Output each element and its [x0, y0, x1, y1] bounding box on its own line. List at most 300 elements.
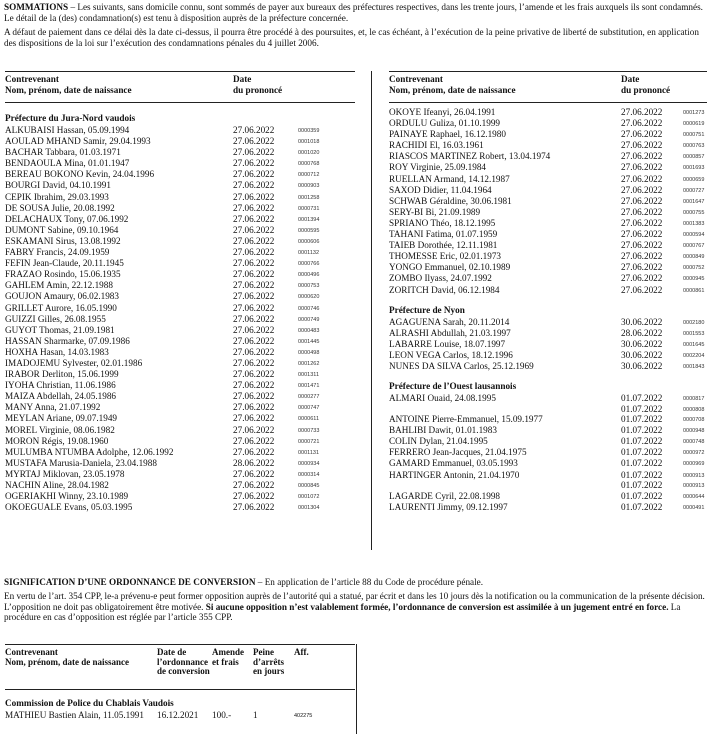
table-row	[5, 469, 355, 480]
row-name: THOMESSE Eric, 02.01.1973	[389, 251, 502, 262]
conv-aff: 402275	[294, 713, 313, 719]
sommations-title: SOMMATIONS	[4, 2, 69, 12]
table-rule	[5, 689, 355, 690]
row-date: 27.06.2022	[621, 151, 663, 162]
row-name: MEYLAN Ariane, 09.07.1949	[5, 413, 118, 424]
row-aff: 0000727	[683, 187, 705, 194]
row-date: 27.06.2022	[233, 136, 275, 147]
section-chablais: Commission de Police du Chablais Vaudois	[5, 698, 174, 708]
row-name: TAHANI Fatima, 01.07.1959	[389, 229, 498, 240]
row-name: MANY Anna, 21.07.1992	[5, 402, 101, 413]
column-divider	[371, 71, 372, 550]
row-name: DUMONT Sabine, 09.10.1964	[5, 224, 119, 235]
row-date: 27.06.2022	[233, 502, 275, 513]
table-row	[5, 425, 355, 436]
conversion-bold-text: Si aucune opposition n’est valablement formée, l’ordonnance de conversion est assimilée à un jugement entré en force.	[205, 601, 669, 612]
row-name: SERY-BI Bi, 21.09.1989	[389, 206, 481, 217]
table-row	[5, 436, 355, 447]
table-row	[5, 314, 355, 325]
row-aff: 0001072	[298, 494, 320, 501]
row-aff: 0000746	[298, 305, 320, 312]
row-name: MORON Régis, 19.08.1960	[5, 435, 109, 446]
row-aff: 0000659	[683, 176, 705, 183]
row-aff: 0000768	[298, 161, 320, 168]
row-aff: 0000766	[298, 261, 320, 268]
row-aff: 0001445	[298, 338, 320, 345]
row-date: 27.06.2022	[621, 184, 663, 195]
row-name: GAHLEM Amin, 22.12.1988	[5, 280, 113, 291]
table-row	[5, 169, 355, 180]
row-name: ZORITCH David, 06.12.1984	[389, 284, 500, 295]
row-date: 27.06.2022	[621, 173, 663, 184]
row-name: HARTINGER Antonin, 21.04.1970	[389, 469, 520, 480]
row-date: 27.06.2022	[621, 118, 663, 129]
left-column	[5, 71, 355, 513]
row-aff: 0000913	[683, 483, 705, 490]
row-date: 01.07.2022	[621, 414, 663, 425]
right-rows	[389, 107, 707, 296]
row-aff: 0000712	[298, 172, 320, 179]
row-name: DE SOUSA Julie, 20.08.1992	[5, 202, 115, 213]
row-name: SCHWAB Géraldine, 30.06.1981	[389, 195, 512, 206]
section-nyon: Préfecture de Nyon	[389, 304, 465, 315]
table-row	[5, 502, 355, 513]
table-row	[5, 236, 355, 247]
row-name: FERRERO Jean-Jacques, 21.04.1975	[389, 447, 527, 458]
row-aff: 0000861	[683, 287, 705, 294]
table-row	[389, 207, 707, 218]
row-date: 27.06.2022	[233, 435, 275, 446]
row-name: OGERIAKHI Winny, 23.10.1989	[5, 491, 129, 502]
row-name: FRAZAO Rosindo, 15.06.1935	[5, 269, 121, 280]
table-row	[5, 192, 355, 203]
row-date: 27.06.2022	[233, 480, 275, 490]
row-date: 01.07.2022	[621, 393, 663, 404]
table-row	[5, 480, 355, 491]
row-aff: 0000817	[683, 396, 705, 403]
row-date: 27.06.2022	[621, 129, 663, 140]
left-rows	[5, 125, 355, 513]
row-aff: 0000752	[683, 265, 705, 272]
row-date: 01.07.2022	[621, 501, 663, 512]
row-aff: 0000808	[683, 406, 705, 413]
row-aff: 0000972	[683, 450, 705, 457]
table-row	[389, 393, 707, 414]
row-aff: 0000491	[683, 504, 705, 511]
row-aff: 0001273	[683, 110, 705, 116]
row-aff: 0002204	[683, 352, 705, 359]
row-aff: 0001645	[683, 341, 705, 348]
row-date: 27.06.2022	[621, 229, 663, 240]
row-aff: 0000483	[298, 327, 320, 334]
table-row	[389, 118, 707, 129]
table-row	[5, 269, 355, 280]
row-date: 27.06.2022	[233, 213, 275, 224]
header-aff: Aff.	[294, 647, 309, 657]
row-aff: 0001553	[683, 330, 705, 337]
row-aff: 0000595	[298, 227, 320, 234]
row-aff: 0000619	[683, 121, 705, 128]
row-name: SPRIANO Théo, 18.12.1995	[389, 217, 496, 228]
row-date: 30.06.2022	[621, 316, 663, 327]
row-name: LEON VEGA Carlos, 18.12.1996	[389, 349, 513, 360]
row-name: COLIN Dylan, 21.04.1995	[389, 436, 488, 447]
table-row	[5, 158, 355, 169]
table-row	[5, 402, 355, 413]
row-aff: 0001262	[298, 360, 320, 367]
row-aff: 0000708	[683, 417, 705, 424]
row-name: NACHIN Aline, 28.04.1982	[5, 480, 109, 490]
table-row	[5, 247, 355, 258]
sommations-text: – Les suivants, sans domicile connu, sont sommés de payer aux bureaux des préfectures respectives, dans les trente jours, l’amende et les frais auxquels ils sont condamnés. Le détail de la (des) condamnation(s) est tenu à disposition auprès de la préfecture concernée.	[4, 2, 703, 23]
row-aff: 0001693	[683, 165, 705, 172]
row-name: MYRTAJ Miklovan, 23.05.1978	[5, 468, 125, 479]
row-date: 27.06.2022	[233, 491, 275, 502]
row-date: 27.06.2022	[621, 195, 663, 206]
table-row	[389, 129, 707, 140]
row-aff: 0001843	[683, 363, 705, 370]
header-contrevenant: Contrevenant Nom, prénom, date de naissance	[5, 74, 132, 95]
row-date: 27.06.2022	[233, 269, 275, 280]
table-row	[389, 425, 707, 436]
sommations-paragraph	[4, 2, 708, 23]
row-name: IMADOJEMU Sylvester, 02.01.1986	[5, 357, 143, 368]
row-aff: 0000644	[683, 493, 705, 500]
table-row	[5, 380, 355, 391]
right-column	[389, 71, 707, 513]
row-date: 27.06.2022	[233, 391, 275, 402]
row-name: IRABOR Derliton, 15.06.1999	[5, 369, 119, 380]
row-aff: 0001394	[298, 216, 320, 223]
row-date: 27.06.2022	[233, 302, 275, 313]
row-aff: 0000845	[298, 483, 320, 489]
row-date: 27.06.2022	[233, 335, 275, 346]
table-row	[389, 140, 707, 151]
row-aff: 0000606	[298, 238, 320, 245]
row-name: GUYOT Thomas, 21.09.1981	[5, 324, 115, 335]
table-row	[5, 280, 355, 291]
row-date: 01.07.2022	[621, 458, 663, 469]
table-row	[389, 196, 707, 207]
row-date: 28.06.2022	[233, 457, 275, 468]
row-name: FEFIN Jean-Claude, 20.11.1945	[5, 258, 124, 269]
row-aff: 0000314	[298, 471, 320, 478]
row-aff: 0000755	[683, 209, 705, 216]
row-date: 27.06.2022	[233, 125, 275, 135]
row-name: RUELLAN Armand, 14.12.1987	[389, 173, 510, 184]
row-aff: 0000733	[298, 427, 320, 434]
conv-peine: 1	[253, 710, 258, 720]
row-aff: 0000913	[683, 472, 705, 479]
header-contrevenant: Contrevenant Nom, prénom, date de naissance	[5, 647, 129, 667]
table-row	[389, 414, 707, 425]
row-aff: 0000763	[683, 143, 705, 150]
row-name: IYOHA Christian, 11.06.1986	[5, 380, 116, 391]
table-row	[5, 458, 355, 469]
table-row	[5, 303, 355, 314]
table-row	[389, 361, 707, 372]
table-row	[389, 447, 707, 458]
row-aff: 0000945	[683, 276, 705, 283]
row-name: GUIZZI Gilles, 26.08.1955	[5, 313, 106, 324]
row-name: AOULAD MHAND Samir, 29.04.1993	[5, 136, 151, 147]
table-row	[5, 225, 355, 236]
row-date: 27.06.2022	[233, 247, 275, 258]
row-name: ALKUBAISI Hassan, 05.09.1994	[5, 125, 130, 135]
table-row	[5, 180, 355, 191]
row-aff: 0000277	[298, 394, 320, 401]
row-date: 28.06.2022	[621, 327, 663, 338]
table-row	[5, 336, 355, 347]
row-date: 01.07.2022	[621, 490, 663, 501]
row-aff: 0001131	[298, 449, 320, 456]
header-peine: Peine d’arrêts en jours	[253, 647, 285, 677]
row-name: OKOYE Ifeanyi, 26.04.1991	[389, 107, 496, 117]
row-name: ZOMBO Ilyass, 24.07.1992	[389, 273, 492, 284]
table-row	[389, 229, 707, 240]
row-aff: 0002180	[683, 319, 705, 326]
table-row	[5, 125, 355, 136]
table-row	[389, 470, 707, 491]
header-date: Date du prononcé	[233, 74, 283, 95]
table-row	[5, 491, 355, 502]
row-date: 01.07.2022	[621, 436, 663, 447]
row-aff: 0001132	[298, 250, 320, 257]
row-name: BOURGI David, 04.10.1991	[5, 180, 111, 191]
row-date: 27.06.2022	[233, 324, 275, 335]
row-name: BACHAR Tabbara, 01.03.1971	[5, 147, 121, 158]
row-aff: 0000594	[683, 232, 705, 239]
row-date: 01.07.2022	[621, 469, 663, 480]
table-row	[389, 251, 707, 262]
section-ouest-lausannois: Préfecture de l’Ouest lausannois	[389, 381, 517, 392]
row-aff: 0000747	[298, 405, 320, 412]
row-aff: 0001258	[298, 194, 320, 201]
row-name: RACHIDI El, 16.03.1961	[389, 140, 484, 151]
row-aff: 0000767	[683, 243, 705, 250]
table-row	[5, 203, 355, 214]
row-name: BENDAOULA Mina, 01.01.1947	[5, 158, 130, 169]
row-name: TAIEB Dorothée, 12.11.1981	[389, 240, 498, 251]
row-date: 27.06.2022	[233, 446, 275, 457]
row-aff: 0001311	[298, 372, 320, 379]
default-paragraph: A défaut de paiement dans ce délai dès la date ci-dessus, il pourra être procédé à des poursuites, et, le cas échéant, à l’exécution de la peine privative de liberté de substitution, en application des dispositions de la loi sur l’exécution des condamnations pénales du 4 juillet 2006.	[4, 27, 699, 48]
row-date: 01.07.2022	[621, 425, 663, 436]
row-date: 01.07.2022	[621, 447, 663, 458]
header-amende: Amende et frais	[212, 647, 244, 667]
row-date: 30.06.2022	[621, 338, 663, 349]
row-date: 27.06.2022	[233, 380, 275, 391]
table-row	[389, 491, 707, 502]
row-date: 27.06.2022	[621, 107, 663, 117]
table-row	[5, 291, 355, 302]
row-name: SAXOD Didier, 11.04.1964	[389, 184, 492, 195]
row-date: 27.06.2022	[621, 140, 663, 151]
row-aff: 0000748	[683, 439, 705, 446]
table-row	[5, 136, 355, 147]
row-date: 27.06.2022	[621, 273, 663, 284]
row-name: LAURENTI Jimmy, 09.12.1997	[389, 501, 508, 512]
row-date: 27.06.2022	[233, 291, 275, 302]
row-name: RIASCOS MARTINEZ Robert, 13.04.1974	[389, 151, 551, 162]
table-row	[389, 458, 707, 469]
row-date: 27.06.2022	[621, 206, 663, 217]
row-aff: 0001647	[683, 198, 705, 205]
row-date: 27.06.2022	[233, 413, 275, 424]
row-date: 27.06.2022	[233, 357, 275, 368]
conversion-table	[5, 644, 355, 734]
left-table-header	[5, 72, 355, 102]
row-aff: 0000849	[683, 254, 705, 261]
row-name: GAMARD Emmanuel, 03.05.1993	[389, 458, 518, 469]
row-name: AGAGUENA Sarah, 20.11.2014	[389, 316, 510, 327]
row-date: 27.06.2022	[233, 202, 275, 213]
row-date: 27.06.2022	[233, 169, 275, 180]
table-row	[389, 185, 707, 196]
table-row	[5, 214, 355, 225]
table-row	[389, 502, 707, 513]
header-contrevenant: Contrevenant Nom, prénom, date de naissance	[389, 74, 516, 95]
row-name: OKOEGUALE Evans, 05.03.1995	[5, 502, 133, 513]
row-name: MULUMBA NTUMBA Adolphe, 12.06.1992	[5, 446, 174, 457]
row-name: MAIZA Abdellah, 24.05.1986	[5, 391, 117, 402]
table-rule	[5, 102, 355, 103]
row-name: PAINAYE Raphael, 16.12.1980	[389, 129, 506, 140]
row-aff: 0001020	[298, 150, 320, 157]
conv-date: 16.12.2021	[157, 710, 199, 720]
row-aff: 0000731	[298, 205, 320, 212]
row-name: GOUJON Amaury, 06.02.1983	[5, 291, 119, 302]
row-aff: 0000934	[298, 460, 320, 467]
row-aff: 0000620	[298, 294, 320, 301]
row-date: 27.06.2022	[233, 280, 275, 291]
ouest-rows	[389, 393, 707, 513]
row-date: 27.06.2022	[233, 468, 275, 479]
table-row	[389, 151, 707, 162]
table-row	[5, 325, 355, 336]
table-row	[5, 358, 355, 369]
row-date: 27.06.2022	[233, 313, 275, 324]
row-aff: 0000751	[683, 132, 705, 139]
row-date: 01.07.2022	[621, 403, 663, 414]
row-date: 27.06.2022	[233, 180, 275, 191]
column-divider	[356, 644, 357, 734]
row-aff: 0000948	[683, 428, 705, 435]
table-row	[389, 240, 707, 251]
row-aff: 0000611	[298, 416, 320, 423]
section-jura-nord: Préfecture du Jura-Nord vaudois	[5, 113, 136, 123]
row-aff: 0000857	[683, 154, 705, 161]
row-date: 27.06.2022	[233, 224, 275, 235]
conv-amende: 100.-	[212, 710, 232, 720]
table-row	[5, 391, 355, 402]
row-name: HASSAN Sharmarke, 07.09.1986	[5, 335, 130, 346]
row-date: 27.06.2022	[621, 240, 663, 251]
table-row	[389, 339, 707, 350]
header-date: Date du prononcé	[621, 74, 671, 95]
table-row	[389, 262, 707, 273]
table-row	[389, 317, 707, 328]
row-date: 27.06.2022	[621, 162, 663, 173]
row-date: 27.06.2022	[621, 217, 663, 228]
row-name: MOREL Virginie, 08.06.1982	[5, 424, 115, 435]
row-date: 27.06.2022	[233, 346, 275, 357]
row-aff: 0000749	[298, 316, 320, 323]
row-name: DELACHAUX Tony, 07.06.1992	[5, 213, 129, 224]
table-row	[389, 162, 707, 173]
row-name: BAHLIBI Dawit, 01.01.1983	[389, 425, 497, 436]
row-aff: 0000903	[298, 183, 320, 190]
row-name: ALMARI Ouaid, 24.08.1995	[389, 393, 496, 404]
row-name: ALRASHI Abdullah, 21.03.1997	[389, 327, 511, 338]
row-name: ROY Virginie, 25.09.1984	[389, 162, 487, 173]
row-name: CEPIK Ibrahim, 29.03.1993	[5, 191, 109, 202]
table-row	[5, 347, 355, 358]
row-aff: 0000721	[298, 438, 320, 445]
right-table-header	[389, 72, 707, 102]
table-row	[389, 350, 707, 361]
row-date: 27.06.2022	[233, 258, 275, 269]
row-aff: 0000498	[298, 349, 320, 356]
row-date: 27.06.2022	[233, 369, 275, 380]
row-name: HOXHA Hasan, 14.03.1983	[5, 346, 109, 357]
row-aff: 0001383	[683, 220, 705, 227]
table-row	[5, 447, 355, 458]
table-row	[389, 436, 707, 447]
row-aff: 0000359	[298, 128, 320, 134]
nyon-rows	[389, 317, 707, 372]
row-name: LABARRE Louise, 18.07.1997	[389, 338, 506, 349]
row-date: 27.06.2022	[621, 251, 663, 262]
row-name: LAGARDE Cyril, 22.08.1998	[389, 490, 501, 501]
table-row	[389, 174, 707, 185]
row-aff: 0000496	[298, 272, 320, 279]
row-date: 01.07.2022	[621, 480, 663, 491]
row-date: 30.06.2022	[621, 349, 663, 360]
table-row	[389, 107, 707, 118]
table-row	[5, 147, 355, 158]
conversion-text: En vertu de l’art. 354 CPP, le-a prévenu-e peut former opposition auprès de l’autorité qui a statué, par écrit et dans les 10 jours dès la notification ou la communication de la présente décision. L’opposition ne doit pas obligatoirement être motivée. Si aucune opposition n’est valablement formée, l’ordonnance de conversion est assimilée à un jugement entré en force. La procédure en cas d’opposition est réglée par l’article 355 CPP.	[4, 591, 705, 623]
row-date: 27.06.2022	[233, 191, 275, 202]
row-aff: 0000753	[298, 283, 320, 290]
row-date: 27.06.2022	[233, 424, 275, 435]
row-name: ESKAMANI Sirus, 13.08.1992	[5, 235, 121, 246]
row-name: ORDULU Guliza, 01.10.1999	[389, 118, 501, 129]
row-name: GRILLET Aurore, 16.05.1990	[5, 302, 117, 313]
row-date: 27.06.2022	[233, 158, 275, 169]
table-row	[5, 413, 355, 424]
table-row	[389, 328, 707, 339]
conversion-table-header	[5, 645, 355, 689]
conversion-title: SIGNIFICATION D’UNE ORDONNANCE DE CONVERSION – En application de l’article 88 du Code de procédure pénale.	[4, 577, 484, 587]
row-date: 27.06.2022	[621, 284, 663, 295]
row-date: 27.06.2022	[233, 402, 275, 413]
row-date: 30.06.2022	[621, 360, 663, 371]
row-aff: 0001471	[298, 383, 320, 390]
row-aff: 0001304	[298, 505, 320, 512]
row-name: MUSTAFA Marusia-Daniela, 23.04.1988	[5, 457, 157, 468]
table-rule	[389, 102, 707, 103]
row-date: 27.06.2022	[233, 235, 275, 246]
row-name: NUNES DA SILVA Carlos, 25.12.1969	[389, 360, 534, 371]
row-name: BEREAU BOKONO Kevin, 24.04.1996	[5, 169, 155, 180]
row-aff: 0001018	[298, 139, 320, 146]
row-aff: 0000969	[683, 461, 705, 468]
header-date-ordonnance: Date de l’ordonnance de conversion	[157, 647, 210, 677]
row-name: ANTOINE Pierre-Emmanuel, 15.09.1977	[389, 414, 543, 425]
row-name: FABRY Francis, 24.09.1959	[5, 247, 110, 258]
table-row	[5, 258, 355, 269]
